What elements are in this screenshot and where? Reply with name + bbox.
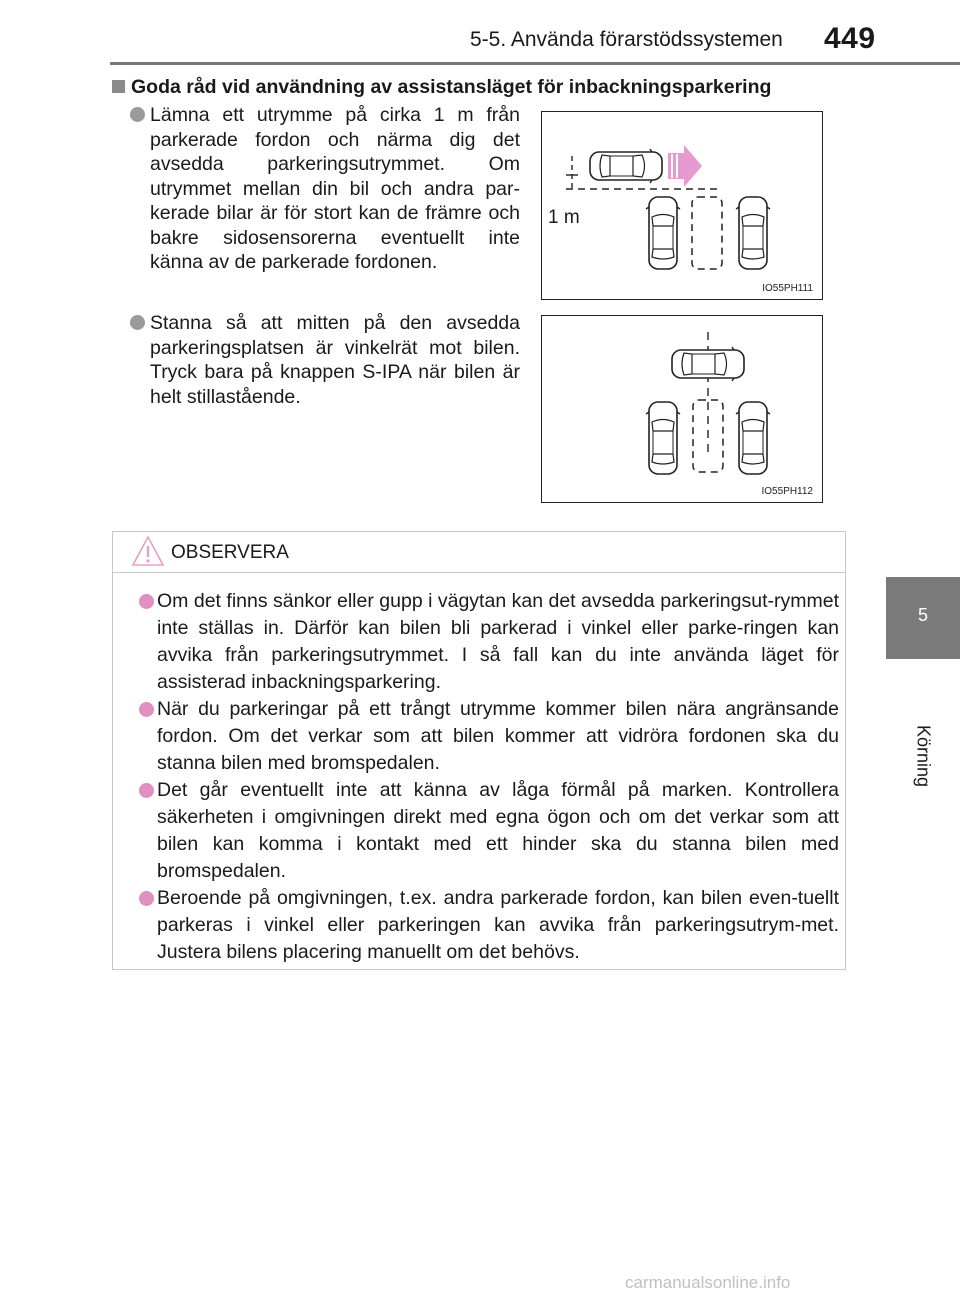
tip-item-1 [130, 103, 520, 275]
chapter-number: 5 [917, 605, 928, 625]
parking-approach-diagram [542, 112, 822, 299]
header-divider [110, 62, 960, 65]
section-title: 5-5. Använda förarstödssystemen [470, 28, 783, 51]
direction-arrow-icon [668, 145, 702, 187]
caution-header [113, 532, 845, 573]
tip-text: Stanna så att mitten på den avsedda parkeringsplatsen är vinkelrät mot bilen. Tryck bara på knappen S-IPA när bilen är helt stillastående. [150, 312, 520, 408]
target-parking-space [692, 197, 722, 269]
parked-car-left [646, 197, 680, 269]
tip-text: Lämna ett utrymme på cirka 1 m från parkerade fordon och närma dig det avsedda parkeringsutrymmet. Om utrymmet mellan din bil och andra par-kerade bilar är för stort kan de främre och bakre sidosensorerna eventuellt inte känna av de parkerade fordonen. [150, 104, 520, 273]
caution-item-1 [135, 588, 839, 696]
watermark: carmanualsonline.info [625, 1273, 791, 1292]
bullet-icon [139, 594, 154, 609]
bullet-icon [130, 315, 145, 330]
caution-item-4 [135, 885, 839, 966]
caution-text: Om det finns sänkor eller gupp i vägytan kan det avsedda parkeringsut-rymmet inte ställas in. Därför kan bilen bli parkerad i vinkel eller parke-ringen kan avvika från parkeringsutrymmet. I så fall kan du inte använda läget för assisterad inbackningsparkering. [157, 590, 839, 693]
caution-item-3 [135, 777, 839, 885]
caution-text: När du parkeringar på ett trångt utrymme kommer bilen nära angränsande fordon. Om det verkar som att bilen kommer att vidröra fordonen ska du stanna bilen med bromspedalen. [157, 698, 839, 774]
moving-car [590, 149, 662, 183]
warning-triangle-icon [131, 535, 165, 567]
bullet-icon [139, 891, 154, 906]
caution-box [112, 531, 846, 970]
chapter-label-container [886, 661, 960, 851]
figure-code: IO55PH112 [761, 486, 813, 497]
section-heading [112, 76, 771, 99]
distance-label: 1 m [548, 207, 580, 228]
parked-car-right [736, 402, 770, 474]
caution-text: Det går eventuellt inte att känna av låga förmål på marken. Kontrollera säkerheten i omgivningen direkt med egna ögon och om det verkar som att bilen kan komma i kontakt med ett hinder ska du stanna bilen med bromspedalen. [157, 779, 839, 882]
chapter-tab[interactable] [886, 577, 960, 659]
bullet-icon [139, 702, 154, 717]
page-number: 449 [824, 22, 876, 55]
bullet-icon [130, 107, 145, 122]
parking-stop-diagram [542, 316, 822, 502]
caution-item-2 [135, 696, 839, 777]
section-heading-text: Goda råd vid användning av assistansläget för inbackningsparkering [131, 76, 772, 98]
caution-title: OBSERVERA [171, 542, 289, 563]
square-bullet-icon [112, 80, 125, 93]
figure-parking-approach [541, 111, 823, 300]
figure-code: IO55PH111 [762, 283, 813, 294]
figure-parking-stop-position [541, 315, 823, 503]
caution-text: Beroende på omgivningen, t.ex. andra parkerade fordon, kan bilen even-tuellt parkeras i vinkel eller parkeringen kan avvika från parkeringsutrym-met. Justera bilens placering manuellt om det behövs. [157, 887, 839, 963]
tip-item-2 [130, 311, 520, 409]
parked-car-left [646, 402, 680, 474]
chapter-label: Körning [913, 724, 934, 788]
bullet-icon [139, 783, 154, 798]
stopped-car [672, 347, 744, 381]
parked-car-right [736, 197, 770, 269]
